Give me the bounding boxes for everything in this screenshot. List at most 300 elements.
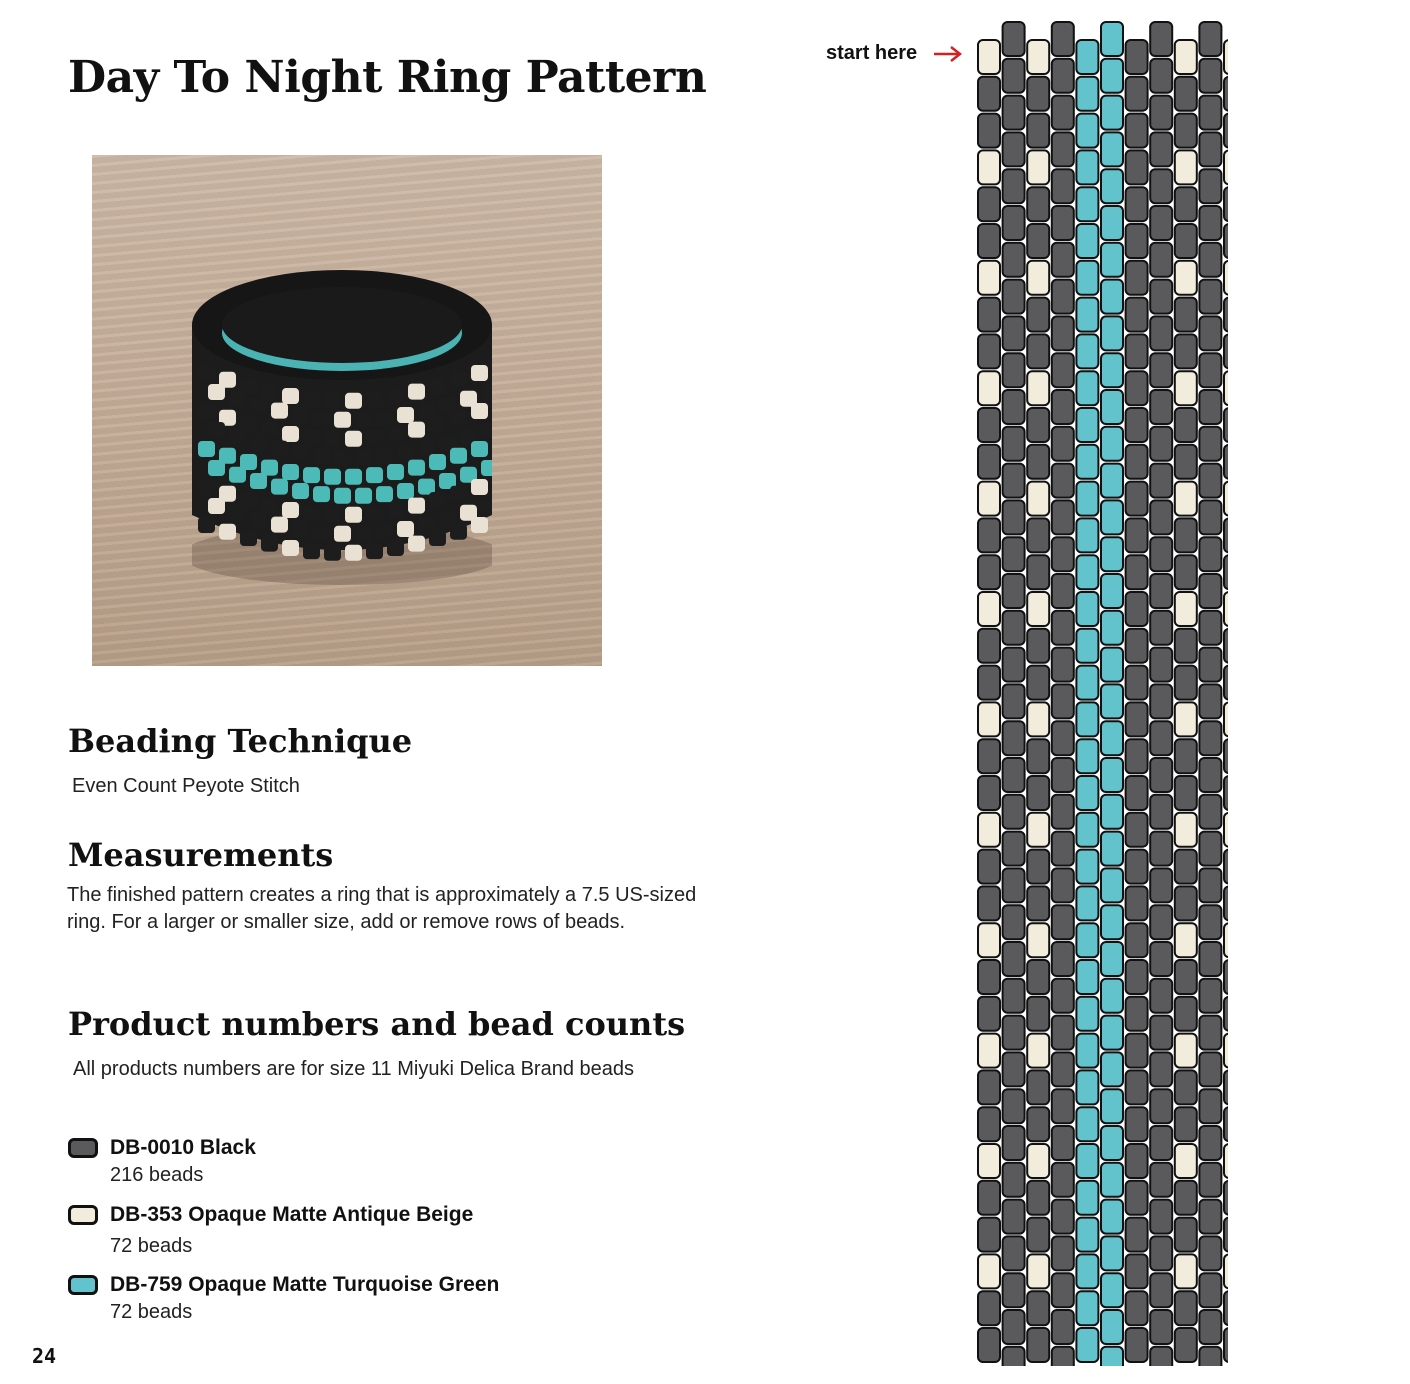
bead — [1076, 813, 1098, 847]
bead — [1003, 1052, 1025, 1086]
bead — [1027, 1181, 1049, 1215]
bead — [1101, 22, 1123, 56]
bead — [978, 813, 1000, 847]
bead — [1003, 206, 1025, 240]
bead — [1150, 96, 1172, 130]
bead — [1027, 555, 1049, 589]
bead — [1224, 923, 1228, 957]
bead — [1224, 445, 1228, 479]
bead — [1126, 1328, 1148, 1362]
page-number: 24 — [32, 1344, 57, 1368]
bead — [1076, 592, 1098, 626]
bead — [1052, 758, 1074, 792]
ring-bead — [387, 502, 404, 518]
bead — [1003, 464, 1025, 498]
bead — [1150, 316, 1172, 350]
ring-bead — [376, 410, 393, 426]
ring-bead — [282, 540, 299, 556]
technique-heading: Beading Technique — [68, 722, 413, 760]
ring-bead — [481, 422, 492, 438]
ring-bead — [450, 410, 467, 426]
ring-bead — [397, 483, 414, 499]
bead — [1224, 40, 1228, 74]
bead — [1027, 1144, 1049, 1178]
bead — [1150, 979, 1172, 1013]
bead — [1126, 886, 1148, 920]
measurements-text: The finished pattern creates a ring that is approximately a 7.5 US-sized ring. For a larger or smaller size, add or remove rows of beads. — [67, 884, 697, 933]
bead — [1003, 1310, 1025, 1344]
bead — [1224, 77, 1228, 111]
bead — [1224, 371, 1228, 405]
ring-bead — [303, 505, 320, 521]
bead — [1052, 353, 1074, 387]
bead — [1027, 1070, 1049, 1104]
bead — [1175, 224, 1197, 258]
bead — [1027, 702, 1049, 736]
ring-bead — [324, 507, 341, 523]
bead — [978, 666, 1000, 700]
ring-bead — [282, 426, 299, 442]
bead — [1003, 721, 1025, 755]
bead — [1126, 1254, 1148, 1288]
bead — [1224, 960, 1228, 994]
ring-bead — [345, 545, 362, 561]
bead — [1027, 923, 1049, 957]
bead — [1150, 721, 1172, 755]
ring-bead — [313, 486, 330, 502]
ring-bead — [208, 460, 225, 476]
bead — [1175, 592, 1197, 626]
bead — [1175, 150, 1197, 184]
bead — [1150, 648, 1172, 682]
bead — [1003, 905, 1025, 939]
bead — [1076, 482, 1098, 516]
bead — [978, 1254, 1000, 1288]
ring-bead — [250, 435, 267, 451]
bead — [1076, 261, 1098, 295]
bead — [978, 850, 1000, 884]
bead — [1175, 371, 1197, 405]
beige-bead-swatch — [68, 1205, 98, 1225]
bead — [1052, 22, 1074, 56]
bead — [1076, 1291, 1098, 1325]
bead — [1076, 923, 1098, 957]
bead — [1224, 997, 1228, 1031]
bead — [1027, 1218, 1049, 1252]
ring-bead — [229, 467, 246, 483]
bead — [1052, 280, 1074, 314]
bead — [1126, 1181, 1148, 1215]
bead — [1150, 1089, 1172, 1123]
bead — [1126, 1034, 1148, 1068]
ring-bead — [366, 391, 383, 407]
bead — [1101, 1347, 1123, 1366]
bead — [1199, 537, 1221, 571]
bead — [1003, 832, 1025, 866]
bead — [1003, 59, 1025, 93]
ring-bead — [471, 479, 488, 495]
bead — [1150, 353, 1172, 387]
beaded-ring-illustration — [192, 255, 492, 585]
bead — [1003, 684, 1025, 718]
bead — [1003, 795, 1025, 829]
legend-count: 216 beads — [110, 1164, 204, 1186]
bead — [1126, 482, 1148, 516]
bead — [1052, 59, 1074, 93]
bead — [1076, 40, 1098, 74]
bead — [1003, 243, 1025, 277]
measurements-heading: Measurements — [68, 836, 334, 874]
bead — [1175, 1291, 1197, 1325]
ring-bead — [355, 488, 372, 504]
ring-bead — [429, 416, 446, 432]
bead — [1175, 298, 1197, 332]
legend-name: DB-353 Opaque Matte Antique Beige — [110, 1203, 474, 1226]
bead — [1076, 298, 1098, 332]
bead — [1101, 243, 1123, 277]
ring-bead — [250, 473, 267, 489]
ring-bead — [282, 502, 299, 518]
bead — [1052, 390, 1074, 424]
bead — [1052, 905, 1074, 939]
bead — [1126, 1070, 1148, 1104]
ring-bead — [292, 445, 309, 461]
bead — [1175, 1254, 1197, 1288]
ring-bead — [334, 488, 351, 504]
bead — [1101, 316, 1123, 350]
ring-bead — [429, 454, 446, 470]
bead — [978, 886, 1000, 920]
bead — [978, 150, 1000, 184]
bead — [978, 997, 1000, 1031]
bead — [1052, 1126, 1074, 1160]
bead — [1003, 1126, 1025, 1160]
ring-bead — [303, 543, 320, 559]
bead — [1052, 648, 1074, 682]
bead — [978, 739, 1000, 773]
bead — [1052, 832, 1074, 866]
bead — [1101, 1163, 1123, 1197]
bead — [1027, 150, 1049, 184]
bead — [1199, 905, 1221, 939]
bead — [1101, 832, 1123, 866]
bead — [1175, 77, 1197, 111]
bead — [1027, 187, 1049, 221]
bead — [1003, 1273, 1025, 1307]
bead — [1052, 1347, 1074, 1366]
bead — [1199, 1310, 1221, 1344]
ring-bead — [324, 545, 341, 561]
bead — [1052, 1052, 1074, 1086]
bead — [1076, 555, 1098, 589]
bead — [1224, 114, 1228, 148]
bead — [1101, 574, 1123, 608]
red-arrow-icon — [932, 43, 964, 63]
ring-bead — [261, 536, 278, 552]
bead — [1224, 1107, 1228, 1141]
bead — [1175, 1034, 1197, 1068]
bead — [1003, 1347, 1025, 1366]
bead — [1199, 243, 1221, 277]
ring-bead — [450, 448, 467, 464]
bead — [1076, 1144, 1098, 1178]
bead — [1052, 96, 1074, 130]
bead — [1150, 684, 1172, 718]
bead — [1101, 353, 1123, 387]
bead — [1175, 997, 1197, 1031]
bead — [1003, 280, 1025, 314]
bead — [1052, 169, 1074, 203]
bead — [1224, 666, 1228, 700]
bead — [1224, 150, 1228, 184]
bead — [1027, 813, 1049, 847]
ring-bead — [198, 441, 215, 457]
peyote-bead-pattern-chart — [976, 20, 1228, 1366]
bead — [1199, 169, 1221, 203]
bead — [1175, 482, 1197, 516]
bead — [1126, 555, 1148, 589]
ring-bead — [271, 403, 288, 419]
bead — [1052, 243, 1074, 277]
bead — [1027, 997, 1049, 1031]
bead — [1175, 40, 1197, 74]
ring-bead — [198, 479, 215, 495]
ring-bead — [387, 388, 404, 404]
ring-bead — [408, 422, 425, 438]
bead — [1199, 427, 1221, 461]
bead — [1126, 408, 1148, 442]
bead — [1027, 1328, 1049, 1362]
bead — [978, 445, 1000, 479]
bead — [1101, 390, 1123, 424]
ring-bead — [481, 460, 492, 476]
bead — [1126, 923, 1148, 957]
bead — [1224, 261, 1228, 295]
bead — [1224, 1218, 1228, 1252]
bead — [1199, 1052, 1221, 1086]
bead — [1224, 518, 1228, 552]
ring-bead — [397, 521, 414, 537]
bead — [1003, 979, 1025, 1013]
bead — [1003, 1200, 1025, 1234]
bead — [1150, 537, 1172, 571]
bead — [978, 482, 1000, 516]
bead — [1126, 518, 1148, 552]
bead — [1076, 1181, 1098, 1215]
bead — [1150, 390, 1172, 424]
bead — [978, 518, 1000, 552]
bead — [978, 592, 1000, 626]
ring-bead — [303, 429, 320, 445]
bead — [1027, 850, 1049, 884]
bead — [1003, 169, 1025, 203]
bead — [1126, 739, 1148, 773]
bead — [1076, 666, 1098, 700]
ring-bead — [208, 498, 225, 514]
bead — [1027, 408, 1049, 442]
bead — [1027, 886, 1049, 920]
bead — [1052, 427, 1074, 461]
bead — [978, 555, 1000, 589]
bead — [1027, 666, 1049, 700]
bead — [1076, 960, 1098, 994]
ring-bead — [471, 365, 488, 381]
ring-bead — [271, 441, 288, 457]
bead — [1076, 408, 1098, 442]
legend-count: 72 beads — [110, 1235, 193, 1257]
ring-bead — [471, 441, 488, 457]
bead — [1052, 684, 1074, 718]
bead — [1003, 758, 1025, 792]
bead — [1076, 1328, 1098, 1362]
technique-text: Even Count Peyote Stitch — [72, 775, 300, 797]
bead — [1126, 371, 1148, 405]
bead — [1027, 261, 1049, 295]
ring-bead — [324, 469, 341, 485]
ring-bead — [313, 410, 330, 426]
bead — [1150, 1126, 1172, 1160]
bead — [1076, 1070, 1098, 1104]
bead — [1052, 574, 1074, 608]
black-bead-swatch — [68, 1138, 98, 1158]
bead — [1175, 1107, 1197, 1141]
bead — [978, 224, 1000, 258]
bead — [1126, 1291, 1148, 1325]
bead — [1076, 886, 1098, 920]
bead — [1150, 1163, 1172, 1197]
bead — [1027, 1107, 1049, 1141]
bead — [1199, 979, 1221, 1013]
ring-bead — [387, 540, 404, 556]
bead — [1101, 59, 1123, 93]
bead — [978, 776, 1000, 810]
ring-bead — [334, 450, 351, 466]
bead — [1175, 261, 1197, 295]
bead — [1101, 942, 1123, 976]
ring-bead — [292, 407, 309, 423]
bead — [1150, 427, 1172, 461]
bead — [1175, 408, 1197, 442]
bead — [1150, 1310, 1172, 1344]
ring-bead — [324, 393, 341, 409]
ring-bead — [355, 412, 372, 428]
bead — [1126, 114, 1148, 148]
products-heading: Product numbers and bead counts — [68, 1005, 686, 1043]
bead — [1199, 611, 1221, 645]
bead — [1199, 795, 1221, 829]
bead — [1199, 464, 1221, 498]
bead — [1027, 334, 1049, 368]
ring-bead — [282, 464, 299, 480]
ring-bead — [408, 384, 425, 400]
ring-bead — [271, 517, 288, 533]
bead — [1052, 1273, 1074, 1307]
bead — [978, 923, 1000, 957]
bead — [1003, 1016, 1025, 1050]
bead — [1224, 1291, 1228, 1325]
bead — [978, 187, 1000, 221]
bead — [1150, 574, 1172, 608]
bead — [1076, 1034, 1098, 1068]
bead — [1052, 721, 1074, 755]
bead — [1027, 1034, 1049, 1068]
bead — [1101, 1310, 1123, 1344]
bead — [1076, 1254, 1098, 1288]
bead — [1003, 942, 1025, 976]
bead — [1052, 464, 1074, 498]
bead — [1199, 684, 1221, 718]
bead — [1052, 537, 1074, 571]
ring-bead — [471, 517, 488, 533]
bead — [1052, 611, 1074, 645]
bead — [1126, 261, 1148, 295]
bead — [1003, 96, 1025, 130]
bead — [978, 77, 1000, 111]
bead — [1199, 280, 1221, 314]
bead — [1052, 795, 1074, 829]
bead — [1224, 1070, 1228, 1104]
ring-bead — [229, 391, 246, 407]
bead — [1224, 1181, 1228, 1215]
bead — [1224, 408, 1228, 442]
ring-bead — [219, 524, 236, 540]
start-here-label: start here — [826, 42, 918, 64]
bead — [1199, 574, 1221, 608]
legend-name: DB-0010 Black — [110, 1136, 256, 1159]
bead — [1150, 22, 1172, 56]
bead — [1224, 224, 1228, 258]
bead — [1076, 150, 1098, 184]
ring-bead — [250, 397, 267, 413]
bead — [1175, 776, 1197, 810]
bead — [1101, 1236, 1123, 1270]
bead — [1076, 187, 1098, 221]
bead — [1150, 132, 1172, 166]
bead — [1150, 500, 1172, 534]
ring-bead — [345, 469, 362, 485]
turquoise-bead-swatch — [68, 1275, 98, 1295]
bead — [1101, 868, 1123, 902]
bead — [1126, 592, 1148, 626]
bead — [1126, 850, 1148, 884]
bead — [1076, 518, 1098, 552]
bead — [1101, 1126, 1123, 1160]
legend-name: DB-759 Opaque Matte Turquoise Green — [110, 1273, 500, 1296]
bead — [1101, 611, 1123, 645]
bead — [1199, 1163, 1221, 1197]
bead — [1076, 702, 1098, 736]
bead — [978, 1328, 1000, 1362]
bead — [1175, 886, 1197, 920]
bead — [1076, 224, 1098, 258]
bead — [1224, 850, 1228, 884]
bead — [1224, 1254, 1228, 1288]
products-text: All products numbers are for size 11 Miyuki Delica Brand beads — [73, 1058, 634, 1080]
bead — [1052, 868, 1074, 902]
bead — [1126, 629, 1148, 663]
bead — [1003, 574, 1025, 608]
bead — [1199, 353, 1221, 387]
bead — [978, 40, 1000, 74]
ring-bead — [397, 445, 414, 461]
ring-bead — [366, 543, 383, 559]
bead — [1199, 832, 1221, 866]
bead — [1150, 1052, 1172, 1086]
bead — [1101, 206, 1123, 240]
bead — [1027, 445, 1049, 479]
bead — [1003, 316, 1025, 350]
bead — [1101, 979, 1123, 1013]
